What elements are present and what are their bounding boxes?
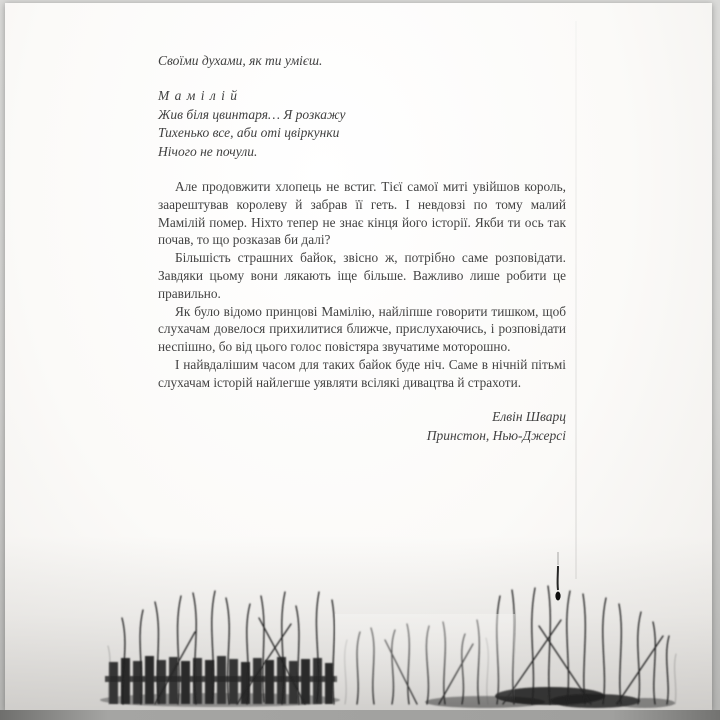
body-paragraph: І найвдалішим часом для таких байок буде ніч. Саме в нічній пітьмі слухачам історій найлегше уявляти всілякі дивацтва й страхоти. [158,356,566,390]
poem-line: Тихенько все, аби оті цвіркунки [158,125,340,140]
book-page [5,3,712,711]
body-paragraph: Але продовжити хлопець не встиг. Тієї самої миті увійшов король, заарештував королеву й забрав її геть. І невдовзі по тому малий Мамілій помер. Ніхто тепер не знає кінця його історії. Якби ти ось так почав, то що розказав би далі? [158,179,566,248]
attribution [158,407,566,445]
poem [158,87,566,161]
illustration-area [5,536,712,711]
attribution-author: Елвін Шварц [492,408,566,424]
body-paragraph: Як було відомо принцові Мамілію, найліпше говорити тишком, щоб слухачам довелося прихилитися ближче, прислухаючись, і розповідати неспішно, бо від цього голос повістяра звучатиме моторошно. [158,303,566,355]
body-paragraph: Більшість страшних байок, звісно ж, потрібно саме розповідати. Завдяки цьому вони лякають іще більше. Важливо лише робити це правильно. [158,250,566,301]
picket-fence [105,656,337,704]
poem-line: Нічого не почули. [158,143,258,159]
poem-title: М а м і л і й [158,88,238,103]
text-block [158,52,566,445]
attribution-location: Принстон, Нью-Джерсі [426,427,566,443]
epigraph: Своїми духами, як ти умієш. [158,53,323,68]
fence-grass-illustration [5,536,712,711]
fog-patch [335,614,515,706]
page-crease [575,21,577,579]
poem-line: Жив біля цвинтаря… Я розкажу [158,106,346,122]
ink-drip [555,552,560,601]
body-text [158,178,566,392]
